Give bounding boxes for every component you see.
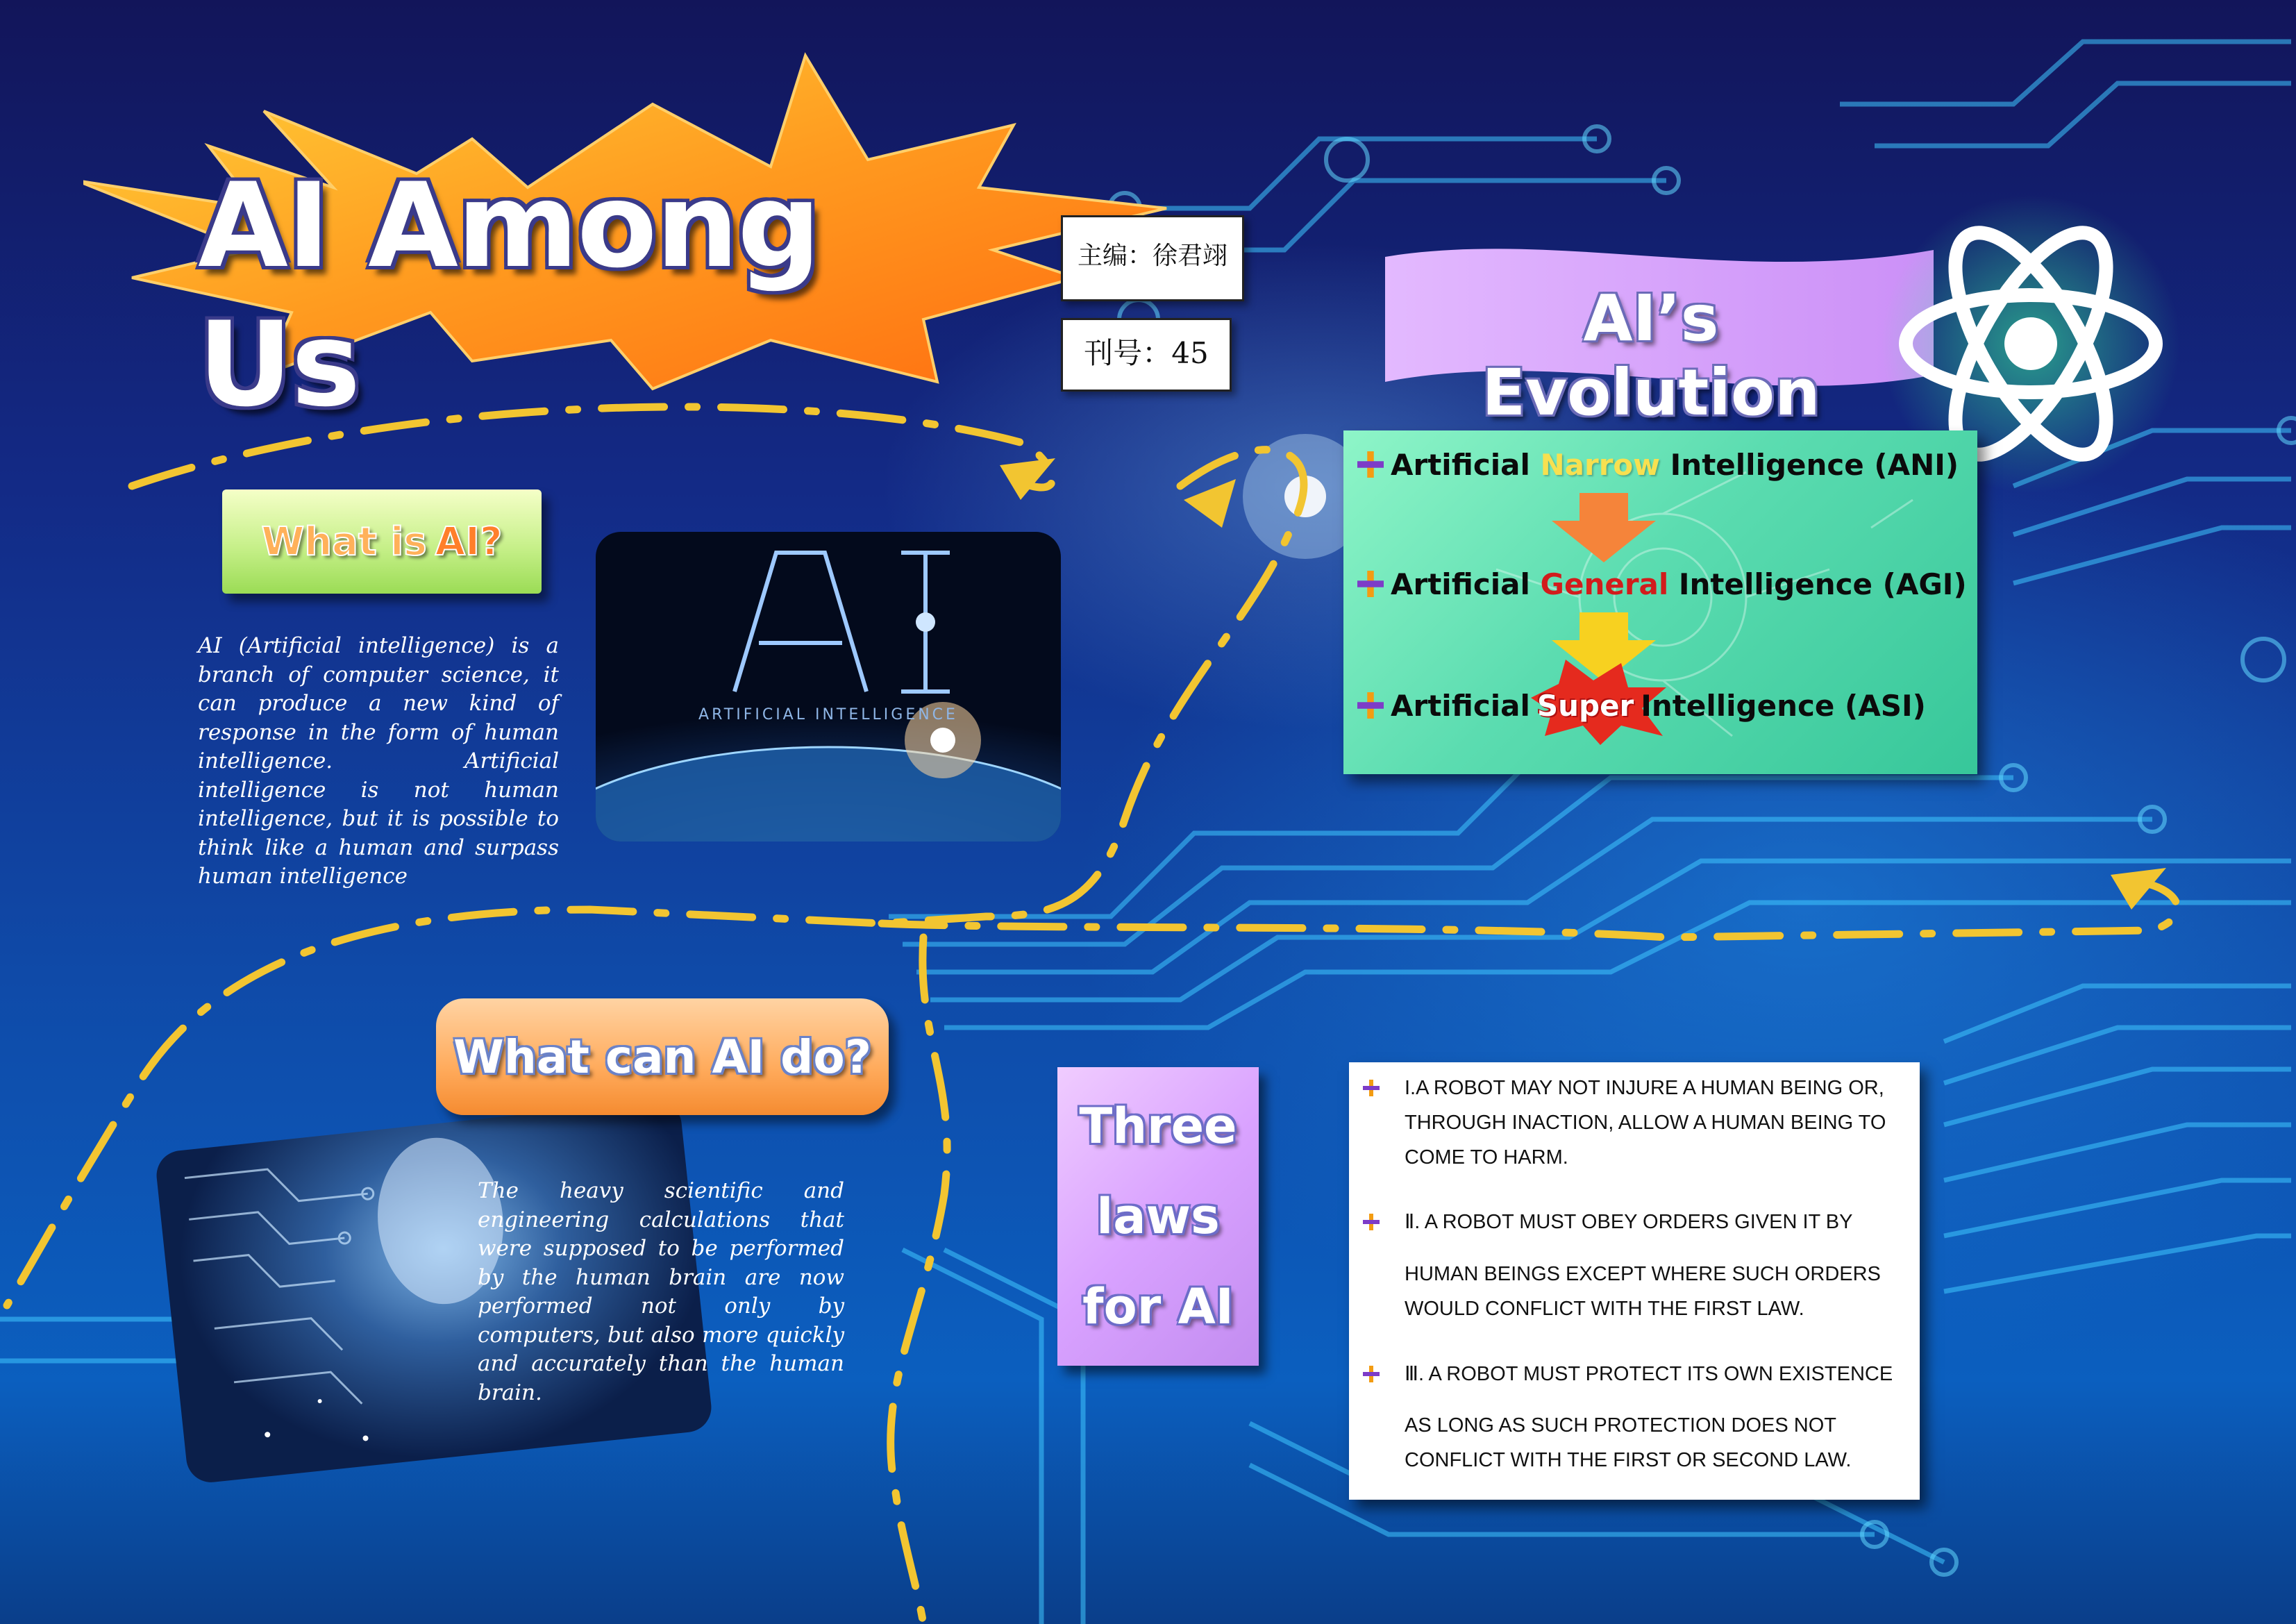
issue-box — [1061, 318, 1232, 392]
agi-pre: Artificial — [1391, 567, 1541, 601]
ai-circuit-letters-icon — [596, 532, 1061, 842]
law3-line2: AS LONG AS SUCH PROTECTION DOES NOT — [1405, 1414, 1836, 1437]
what-can-ai-do-paragraph: The heavy scientific and engineering calculations that were supposed to be performed by the human brain are now performed not only by computers, but also more quickly and accurately than the human brain. — [478, 1178, 844, 1405]
bullet-icon — [1363, 1080, 1380, 1096]
law1-line2: THROUGH INACTION, ALLOW A HUMAN BEING TO — [1405, 1112, 1886, 1134]
ai-image-caption: ARTIFICIAL INTELLIGENCE — [698, 706, 958, 723]
law2-line3: WOULD CONFLICT WITH THE FIRST LAW. — [1405, 1298, 1804, 1320]
main-title: AI Among Us — [198, 158, 820, 433]
three-laws-line2: laws — [1096, 1188, 1220, 1245]
bullet-icon — [1363, 1214, 1380, 1230]
law2-line1: Ⅱ. A ROBOT MUST OBEY ORDERS GIVEN IT BY — [1405, 1211, 1853, 1233]
agi-line — [1357, 567, 1967, 601]
ani-post: Intelligence (ANI) — [1660, 448, 1959, 482]
asi-highlight: Super — [1536, 689, 1634, 723]
asi-line — [1357, 689, 1926, 723]
down-arrow-icon — [1552, 493, 1656, 562]
three-laws-heading — [1057, 1067, 1259, 1366]
issue-label: 刊号：45 — [1084, 336, 1209, 370]
evolution-box — [1343, 430, 1977, 774]
bullet-icon — [1357, 451, 1384, 478]
agi-post: Intelligence (AGI) — [1668, 567, 1967, 601]
editor-label: 主编：徐君翊 — [1077, 242, 1227, 270]
laws-box — [1349, 1062, 1920, 1500]
bullet-icon — [1363, 1366, 1380, 1382]
what-is-ai-paragraph: AI (Artificial intelligence) is a branch of computer science, it can produce a new kind of response in the form of human intelligence. Artificial intelligence is not human intelligence, but it is possible to think like a human and surpass human intelligence — [198, 633, 559, 889]
asi-pre: Artificial — [1391, 689, 1530, 723]
evolution-heading: AI’s Evolution — [1482, 281, 1820, 430]
bullet-icon — [1357, 692, 1384, 719]
what-is-text: What is — [261, 519, 427, 564]
ai-text: AI? — [435, 519, 503, 564]
ani-highlight: Narrow — [1540, 448, 1661, 482]
what-can-ai-do-heading: What can AI do? — [436, 998, 889, 1115]
ani-line — [1357, 448, 1959, 482]
law2-line2: HUMAN BEINGS EXCEPT WHERE SUCH ORDERS — [1405, 1263, 1881, 1285]
what-is-ai-heading — [222, 489, 542, 594]
law1-line3: COME TO HARM. — [1405, 1146, 1568, 1169]
three-laws-line1: Three — [1079, 1098, 1237, 1155]
ani-pre: Artificial — [1391, 448, 1541, 482]
law1-line1: I.A ROBOT MAY NOT INJURE A HUMAN BEING OR, — [1405, 1077, 1884, 1099]
law3-line1: Ⅲ. A ROBOT MUST PROTECT ITS OWN EXISTENCE — [1405, 1363, 1893, 1385]
three-laws-line3: for AI — [1082, 1278, 1234, 1335]
law3-line3: CONFLICT WITH THE FIRST OR SECOND LAW. — [1405, 1449, 1852, 1471]
editor-box — [1061, 215, 1244, 301]
bullet-icon — [1357, 571, 1384, 597]
asi-post: Intelligence (ASI) — [1641, 689, 1926, 723]
ai-earth-image — [596, 532, 1061, 842]
agi-highlight: General — [1540, 567, 1669, 601]
